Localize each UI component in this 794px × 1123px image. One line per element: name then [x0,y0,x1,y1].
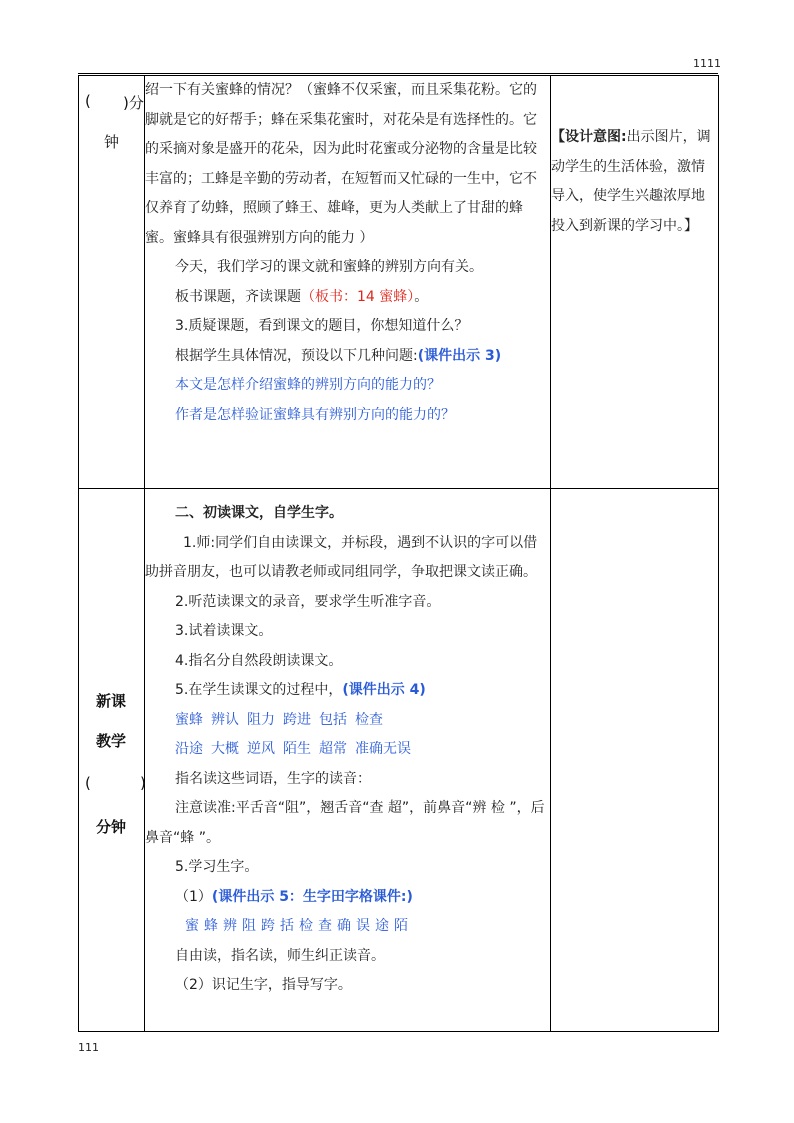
time-close-paren: ) [140,774,146,792]
time-unit-label: 钟 [104,133,120,151]
new-character: 蜂 [204,918,218,934]
vocab-word: 辨认 [211,711,239,728]
content-cell [145,489,551,1032]
step-11: （2）识记生字，指导写字。 [175,977,352,993]
courseware-tag: (课件出示 5：生字田字格课件:) [211,888,413,905]
vocab-row-1 [145,706,548,736]
time-close-label: )分 [123,94,144,112]
step-8: 5.学习生字。 [175,859,259,875]
step-6: 指名读这些词语，生字的读音： [175,770,371,787]
header-page-mark: 1111 [693,57,721,70]
vocab-word: 大概 [211,741,239,757]
step-1: 1.师:同学们自由读课文，并标段，遇到不认识的字可以借助拼音朋友，也可以请教老师或同组同学，争取把课文读正确。 [145,534,538,580]
pronunciation-note: 注意读准:平舌音“阻”，翘舌音“查 超”，前鼻音“辨 检 ”，后鼻音“蜂 ”。 [145,800,545,846]
content-cell [145,76,551,489]
step-2: 2.听范读课文的录音，要求学生听准字音。 [175,593,441,610]
blackboard-line: 板书课题，齐读课题（板书：14 蜜蜂）。 [175,288,429,305]
vocab-word: 阻力 [247,711,275,728]
design-intent-text: 出示图片，调动学生的生活体验，激情导入，使学生兴趣浓厚地投入到新课的学习中。】 [551,129,711,234]
step-10: 自由读，指名读，师生纠正读音。 [175,947,385,964]
vocab-word: 准确无误 [355,741,411,757]
new-character: 确 [337,918,351,934]
preset-question-2: 作者是怎样验证蜜蜂具有辨别方向的能力的？ [175,406,455,423]
section-label-line1: 新课 [96,692,127,710]
new-character: 误 [356,918,370,934]
new-character: 途 [375,918,389,934]
vocab-word: 超常 [319,741,347,757]
table-row [79,489,719,1032]
step-5: 5.在学生读课文的过程中，(课件出示 4) [175,682,426,698]
step-4: 4.指名分自然段朗读课文。 [175,652,343,669]
section-label-line2: 教学 [96,732,127,750]
section-heading: 二、初读课文，自学生字。 [175,505,343,521]
step-3: 3.试着读课文。 [175,623,273,639]
new-character: 蜜 [185,918,199,934]
new-character: 辨 [223,918,237,934]
courseware-tag: (课件出示 4) [342,682,426,698]
vocab-word: 陌生 [283,741,311,757]
time-cell [79,76,145,489]
new-characters-row [145,912,548,942]
header-rule [78,73,718,74]
new-character: 查 [318,918,332,934]
question-step: 3.质疑课题，看到课文的题目，你想知道什么？ [175,318,469,334]
design-intent-label: 【设计意图: [551,129,627,145]
footer-page-mark: 111 [78,1041,99,1054]
section-cell [79,489,145,1032]
courseware-tag: (课件出示 3) [417,347,502,364]
vocab-word: 检查 [355,711,383,728]
new-character: 检 [299,918,313,934]
blackboard-title: （板书：14 蜜蜂） [301,288,415,305]
time-open-paren: ( [85,774,91,792]
vocab-word: 蜜蜂 [175,711,203,728]
design-intent-cell-empty [551,489,719,1032]
preset-question-1: 本文是怎样介绍蜜蜂的辨别方向的能力的？ [175,377,441,393]
new-character: 跨 [261,918,275,934]
lesson-plan-table [78,75,719,1032]
intro-paragraph: 绍一下有关蜜蜂的情况？（蜜蜂不仅采蜜，而且采集花粉。它的脚就是它的好帮手；蜂在采集花蜜时，对花朵是有选择性的。它的采摘对象是盛开的花朵，因为此时花蜜或分泌物的含量是比较丰富的；工蜂是辛勤的劳动者，在短暂而又忙碌的一生中，它不仅养育了幼蜂，照顾了蜂王、雄峰，更为人类献上了甘甜的蜂蜜。蜜蜂具有很强辨别方向的能力 ） [145,82,537,246]
new-character: 阻 [242,918,256,934]
time-unit-label: 分钟 [96,818,127,836]
table-row [79,76,719,489]
topic-sentence: 今天，我们学习的课文就和蜜蜂的辨别方向有关。 [175,259,483,275]
step-9: （1）(课件出示 5：生字田字格课件:) [175,888,413,905]
vocab-word: 跨进 [283,711,311,728]
design-intent-cell [551,76,719,489]
vocab-row-2 [145,735,548,765]
time-open-paren: ( [85,92,91,110]
vocab-word: 沿途 [175,741,203,757]
preset-questions-line: 根据学生具体情况，预设以下几种问题:(课件出示 3) [175,347,502,364]
new-character: 陌 [394,918,408,934]
vocab-word: 包括 [319,711,347,728]
new-character: 括 [280,918,294,934]
vocab-word: 逆风 [247,741,275,757]
